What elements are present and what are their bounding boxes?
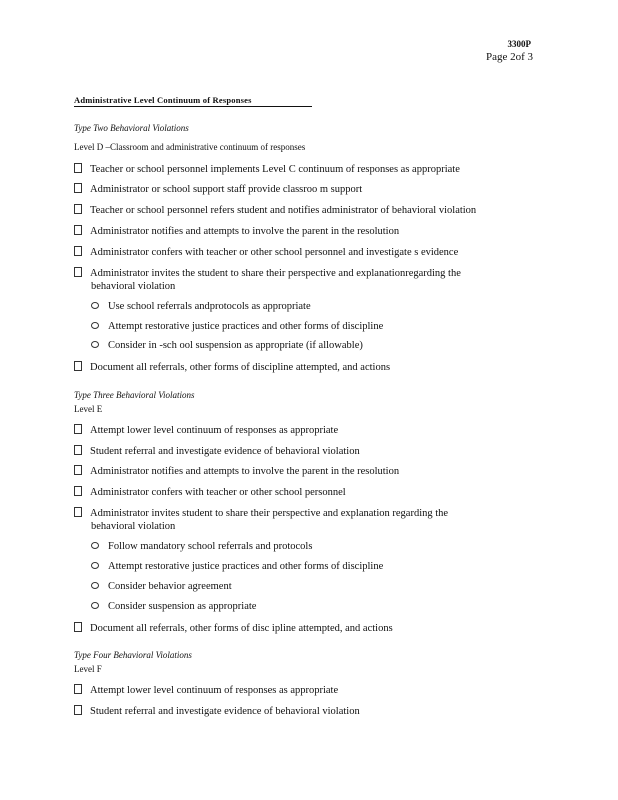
list-item: Teacher or school personnel refers student and notifies administrator of behavioral violation bbox=[74, 204, 476, 216]
sub-list-item: Attempt restorative justice practices and other forms of discipline bbox=[91, 561, 383, 572]
circle-bullet-icon bbox=[91, 542, 99, 549]
type-four-heading: Type Four Behavioral Violations bbox=[74, 650, 192, 660]
list-item: Document all referrals, other forms of disc ipline attempted, and actions bbox=[74, 622, 393, 634]
checkbox-bullet-icon bbox=[74, 225, 82, 235]
circle-bullet-icon bbox=[91, 322, 99, 329]
checkbox-bullet-icon bbox=[74, 361, 82, 371]
list-item-continuation: behavioral violation bbox=[91, 521, 176, 532]
type-two-heading: Type Two Behavioral Violations bbox=[74, 123, 189, 133]
checkbox-bullet-icon bbox=[74, 163, 82, 173]
document-heading: Administrative Level Continuum of Responses bbox=[74, 95, 312, 107]
level-e-heading: Level E bbox=[74, 404, 103, 414]
checkbox-bullet-icon bbox=[74, 507, 82, 517]
circle-bullet-icon bbox=[91, 582, 99, 589]
list-item: Attempt lower level continuum of responses as appropriate bbox=[74, 684, 338, 696]
checkbox-bullet-icon bbox=[74, 622, 82, 632]
list-item-continuation: behavioral violation bbox=[91, 281, 176, 292]
list-item: Teacher or school personnel implements Level C continuum of responses as appropriate bbox=[74, 163, 460, 175]
policy-code: 3300P bbox=[507, 39, 531, 49]
checkbox-bullet-icon bbox=[74, 204, 82, 214]
circle-bullet-icon bbox=[91, 602, 99, 609]
circle-bullet-icon bbox=[91, 302, 99, 309]
checkbox-bullet-icon bbox=[74, 246, 82, 256]
list-item: Administrator notifies and attempts to involve the parent in the resolution bbox=[74, 225, 399, 237]
sub-list-item: Use school referrals andprotocols as appropriate bbox=[91, 301, 311, 312]
level-d-heading: Level D –Classroom and administrative continuum of responses bbox=[74, 142, 306, 152]
list-item: Administrator confers with teacher or other school personnel bbox=[74, 486, 346, 498]
list-item: Administrator confers with teacher or other school personnel and investigate s evidence bbox=[74, 246, 458, 258]
list-item: Document all referrals, other forms of discipline attempted, and actions bbox=[74, 361, 390, 373]
checkbox-bullet-icon bbox=[74, 684, 82, 694]
list-item: Administrator invites student to share their perspective and explanation regarding the bbox=[74, 507, 448, 519]
circle-bullet-icon bbox=[91, 562, 99, 569]
sub-list-item: Consider in -sch ool suspension as appropriate (if allowable) bbox=[91, 340, 363, 351]
checkbox-bullet-icon bbox=[74, 705, 82, 715]
sub-list-item: Follow mandatory school referrals and protocols bbox=[91, 541, 312, 552]
list-item: Administrator or school support staff provide classroo m support bbox=[74, 183, 362, 195]
list-item: Administrator invites the student to share their perspective and explanationregarding the bbox=[74, 267, 461, 279]
sub-list-item: Consider behavior agreement bbox=[91, 581, 232, 592]
checkbox-bullet-icon bbox=[74, 267, 82, 277]
type-three-heading: Type Three Behavioral Violations bbox=[74, 390, 195, 400]
checkbox-bullet-icon bbox=[74, 183, 82, 193]
checkbox-bullet-icon bbox=[74, 445, 82, 455]
list-item: Student referral and investigate evidence of behavioral violation bbox=[74, 705, 360, 717]
sub-list-item: Attempt restorative justice practices and other forms of discipline bbox=[91, 321, 383, 332]
checkbox-bullet-icon bbox=[74, 486, 82, 496]
sub-list-item: Consider suspension as appropriate bbox=[91, 601, 256, 612]
level-f-heading: Level F bbox=[74, 664, 102, 674]
circle-bullet-icon bbox=[91, 341, 99, 348]
list-item: Student referral and investigate evidence of behavioral violation bbox=[74, 445, 360, 457]
page-number: Page 2of 3 bbox=[485, 51, 533, 63]
list-item: Administrator notifies and attempts to involve the parent in the resolution bbox=[74, 465, 399, 477]
checkbox-bullet-icon bbox=[74, 465, 82, 475]
list-item: Attempt lower level continuum of responses as appropriate bbox=[74, 424, 338, 436]
checkbox-bullet-icon bbox=[74, 424, 82, 434]
